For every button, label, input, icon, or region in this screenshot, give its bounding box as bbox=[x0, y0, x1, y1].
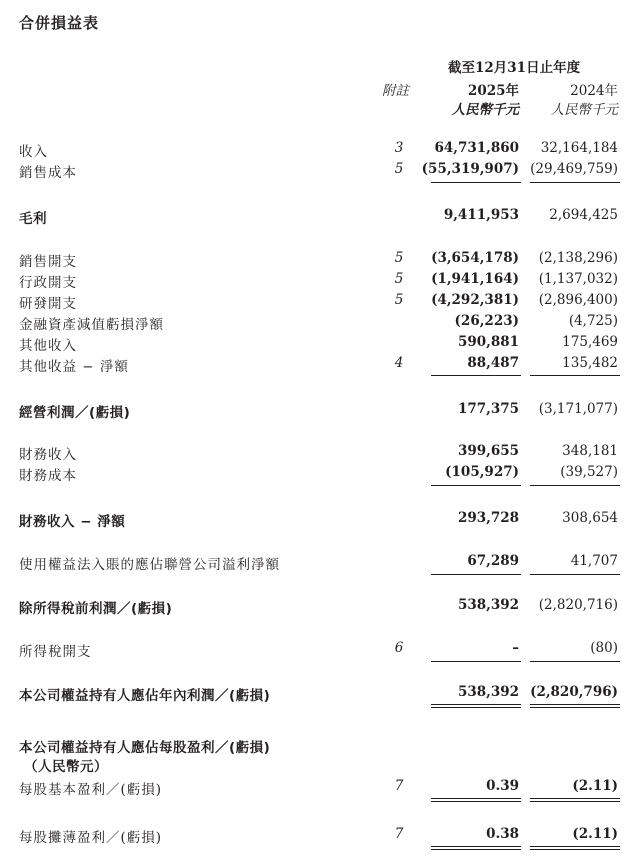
value-2025-basic-eps: 0.39 bbox=[486, 778, 519, 794]
row-note-income-tax: 6 bbox=[394, 640, 404, 656]
value-2024-finance-income: 348,181 bbox=[562, 443, 618, 459]
value-2024-finance-costs: (39,527) bbox=[560, 464, 618, 480]
page-title: 合併損益表 bbox=[19, 14, 100, 32]
total-rule-2025 bbox=[431, 798, 521, 799]
value-2024-other-gains: 135,482 bbox=[562, 355, 618, 371]
row-label-impairment: 金融資產減值虧損淨額 bbox=[19, 317, 164, 333]
row-note-admin-expenses: 5 bbox=[394, 271, 404, 287]
value-2024-other-income: 175,469 bbox=[562, 334, 618, 350]
subtotal-rule-2024 bbox=[530, 485, 620, 486]
eps-heading: 本公司權益持有人應佔每股盈利／(虧損) bbox=[19, 740, 271, 756]
value-2024-rd-expenses: (2,896,400) bbox=[538, 292, 618, 308]
row-label-other-gains: 其他收益 − 淨額 bbox=[19, 359, 129, 375]
value-2025-diluted-eps: 0.38 bbox=[486, 826, 519, 842]
unit-prior-header: 人民幣千元 bbox=[550, 102, 618, 118]
note-column-header: 附註 bbox=[382, 83, 409, 99]
value-2024-selling-expenses: (2,138,296) bbox=[538, 250, 618, 266]
value-2025-finance-costs: (105,927) bbox=[445, 464, 519, 480]
row-label-rd-expenses: 研發開支 bbox=[19, 296, 77, 312]
row-note-cost-of-sales: 5 bbox=[394, 161, 404, 177]
row-label-gross-profit: 毛利 bbox=[19, 211, 47, 227]
total-rule-2024 bbox=[530, 798, 620, 799]
value-2025-operating-profit: 177,375 bbox=[457, 401, 519, 417]
value-2024-profit-before-tax: (2,820,716) bbox=[538, 597, 618, 613]
unit-current-header: 人民幣千元 bbox=[451, 102, 519, 118]
row-label-diluted-eps: 每股攤薄盈利／(虧損) bbox=[19, 830, 163, 846]
value-2025-share-of-profit: 67,289 bbox=[467, 553, 519, 569]
value-2025-admin-expenses: (1,941,164) bbox=[431, 271, 519, 287]
row-label-share-of-profit: 使用權益法入賬的應佔聯營公司溢利淨額 bbox=[19, 557, 280, 573]
value-2024-cost-of-sales: (29,469,759) bbox=[530, 161, 618, 177]
value-2024-admin-expenses: (1,137,032) bbox=[538, 271, 618, 287]
row-note-selling-expenses: 5 bbox=[394, 250, 404, 266]
value-2025-income-tax: – bbox=[512, 640, 519, 656]
total-rule-2024 bbox=[530, 846, 620, 847]
total-rule-2025 bbox=[431, 704, 521, 705]
row-label-operating-profit: 經營利潤／(虧損) bbox=[19, 405, 131, 421]
row-label-finance-net: 財務收入 − 淨額 bbox=[19, 514, 126, 530]
value-2024-gross-profit: 2,694,425 bbox=[549, 207, 618, 223]
row-label-selling-expenses: 銷售開支 bbox=[19, 254, 77, 270]
value-2024-share-of-profit: 41,707 bbox=[570, 553, 618, 569]
total-rule-2025 bbox=[431, 849, 521, 850]
subtotal-rule-2024 bbox=[530, 574, 620, 575]
value-2025-cost-of-sales: (55,319,907) bbox=[421, 161, 519, 177]
value-2025-finance-net: 293,728 bbox=[457, 510, 519, 526]
row-note-rd-expenses: 5 bbox=[394, 292, 404, 308]
total-rule-2024 bbox=[530, 704, 620, 705]
subtotal-rule-2025 bbox=[431, 574, 521, 575]
total-rule-2024 bbox=[530, 707, 620, 708]
total-rule-2025 bbox=[431, 707, 521, 708]
value-2024-profit-attributable: (2,820,796) bbox=[530, 684, 618, 700]
value-2025-other-income: 590,881 bbox=[457, 334, 519, 350]
row-label-finance-costs: 財務成本 bbox=[19, 468, 77, 484]
value-2025-profit-before-tax: 538,392 bbox=[457, 597, 519, 613]
year-current-header: 2025年 bbox=[467, 83, 519, 99]
subtotal-rule-2024 bbox=[530, 375, 620, 376]
value-2024-impairment: (4,725) bbox=[568, 313, 618, 329]
value-2025-impairment: (26,223) bbox=[454, 313, 519, 329]
value-2025-selling-expenses: (3,654,178) bbox=[431, 250, 519, 266]
value-2024-income-tax: (80) bbox=[590, 640, 618, 656]
value-2025-revenue: 64,731,860 bbox=[434, 140, 519, 156]
value-2024-operating-profit: (3,171,077) bbox=[538, 401, 618, 417]
row-label-basic-eps: 每股基本盈利／(虧損) bbox=[19, 782, 163, 798]
row-label-profit-before-tax: 除所得稅前利潤／(虧損) bbox=[19, 601, 173, 617]
subtotal-rule-2025 bbox=[431, 182, 521, 183]
value-2024-diluted-eps: (2.11) bbox=[572, 826, 618, 842]
eps-heading-unit: （人民幣元） bbox=[24, 759, 108, 775]
value-2025-other-gains: 88,487 bbox=[467, 355, 519, 371]
subtotal-rule-2024 bbox=[530, 661, 620, 662]
value-2025-rd-expenses: (4,292,381) bbox=[431, 292, 519, 308]
value-2024-finance-net: 308,654 bbox=[562, 510, 618, 526]
row-note-revenue: 3 bbox=[394, 140, 404, 156]
value-2025-profit-attributable: 538,392 bbox=[457, 684, 519, 700]
row-note-diluted-eps: 7 bbox=[394, 826, 404, 842]
value-2025-finance-income: 399,655 bbox=[457, 443, 519, 459]
row-label-other-income: 其他收入 bbox=[19, 338, 77, 354]
row-label-profit-attributable: 本公司權益持有人應佔年內利潤／(虧損) bbox=[19, 688, 271, 704]
year-prior-header: 2024年 bbox=[570, 83, 618, 99]
row-note-basic-eps: 7 bbox=[394, 778, 404, 794]
total-rule-2024 bbox=[530, 849, 620, 850]
value-2024-basic-eps: (2.11) bbox=[572, 778, 618, 794]
row-label-admin-expenses: 行政開支 bbox=[19, 275, 77, 291]
subtotal-rule-2024 bbox=[530, 182, 620, 183]
total-rule-2025 bbox=[431, 801, 521, 802]
subtotal-rule-2025 bbox=[431, 375, 521, 376]
row-label-finance-income: 財務收入 bbox=[19, 447, 77, 463]
subtotal-rule-2025 bbox=[431, 485, 521, 486]
value-2024-revenue: 32,164,184 bbox=[540, 140, 618, 156]
value-2025-gross-profit: 9,411,953 bbox=[443, 207, 519, 223]
total-rule-2025 bbox=[431, 846, 521, 847]
row-label-revenue: 收入 bbox=[19, 144, 48, 160]
period-header: 截至12月31日止年度 bbox=[448, 60, 581, 76]
subtotal-rule-2025 bbox=[431, 661, 521, 662]
row-note-other-gains: 4 bbox=[394, 355, 404, 371]
total-rule-2024 bbox=[530, 801, 620, 802]
row-label-cost-of-sales: 銷售成本 bbox=[19, 165, 77, 181]
row-label-income-tax: 所得稅開支 bbox=[19, 644, 92, 660]
